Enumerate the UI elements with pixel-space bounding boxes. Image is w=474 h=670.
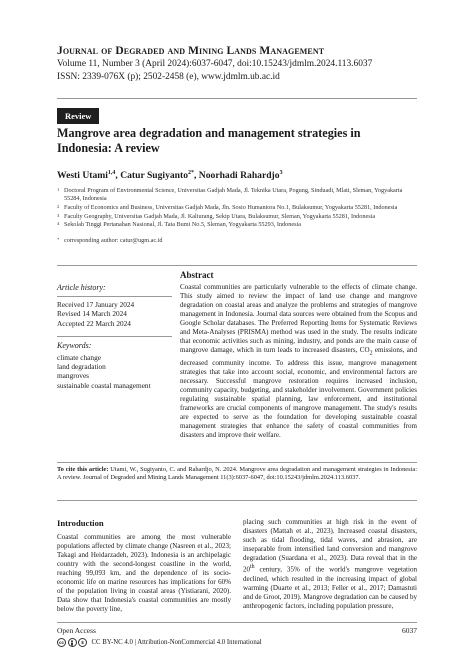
abstract-text: Coastal communities are particularly vulnerable to the effects of climate change. This study aimed to review the impact of land use change and mangrove degradation on coastal areas and analyze the problems and strategies of mangrove management in Indonesia. Journal data sources were obtained from the Scopus and Google Scholar databases. The Preferred Reporting Items for Systematic Reviews and Meta-Analyses (PRISMA) method was used in the study. The results indicate that economic activities such as mining, industry, and ponds are the main cause of mangrove damage, which in turn leads to increased disasters, $CO_2$ emissions, and decreased community income. To address this issue, mangrove management strategies that take into account social, economic, and environmental factors are necessary. Successful mangrove restoration requires increased inclusion, community capacity, budgeting, and stakeholder involvement. Government policies regulating sustainable spatial planning, law enforcement, and institutional frameworks are crucial components of mangrove management. The study's results are expected to serve as the foundation for developing sustainable coastal management strategies that enhance the safety of coastal communities from disasters and improve their welfare. <box>180 283 417 440</box>
article-info <box>57 282 172 390</box>
cc-icon: cc <box>58 640 64 645</box>
affiliation-item: 3 Faculty Geography, Universitas Gadjah Mada, Jl. Kaliurang, Sekip Utara, Bulaksumur, Sleman, Yogyakarta 55281, Indonesia <box>57 212 376 220</box>
citation-divider-top <box>57 462 417 463</box>
author-name: Noorhadi Rahardjo <box>198 170 280 182</box>
author-name: Westi Utami <box>57 170 108 182</box>
footer-divider <box>57 622 417 623</box>
citation <box>57 466 417 482</box>
keyword-item: sustainable coastal management <box>57 380 151 390</box>
article-type-badge: Review <box>57 108 99 124</box>
affiliation-item: 2 Faculty of Economics and Business, Universitas Gadjah Mada, Jln. Sosio Humaniora No.1, Bulaksumur, Yogyakarta 55281, Indonesia <box>57 203 398 211</box>
accepted-date: Accepted 22 March 2024 <box>57 318 131 328</box>
open-access-label: Open Access <box>57 626 96 635</box>
author-affiliation-mark: 1,4 <box>107 170 116 176</box>
article-history-label: Article history: <box>57 282 172 297</box>
citation-text: Utami, W., Sugiyanto, C. and Rahardjo, N. 2024. Mangrove area degradation and management strategies in Indonesia: A review. Journal of Degraded and Mining Lands Management 11(3):6037-6047, doi:10.15243/jdmlm.2024.113.6037. <box>57 466 417 482</box>
abstract-divider <box>57 265 417 266</box>
affiliations <box>57 187 419 245</box>
author-list: Westi Utami$^{1,4}$, Catur Sugiyanto$^{2*}$, Noorhadi Rahardjo$^3$ <box>57 170 283 182</box>
page-footer <box>57 626 417 647</box>
keyword-item: climate change <box>57 352 101 362</box>
journal-volume: Volume 11, Number 3 (April 2024):6037-6047, doi:10.15243/jdmlm.2024.113.6037 <box>57 59 373 69</box>
citation-divider-bottom <box>57 500 417 501</box>
introduction-text-left: Coastal communities are among the most vulnerable populations affected by climate change (Nasreen et al., 2023; Takagi and Heidarzadeh, 2023). Indonesia is an archipelagic country with the second-longest coastline in the world, reaching 99,093 km, and the dependence of its socio-economic life on marine resources has implications for 60% of the population living in coastal areas (Yistiarani, 2020). Data show that Indonesia's coastal communities are mostly below the poverty line, <box>57 533 231 614</box>
license-text[interactable]: CC BY-NC 4.0 | Attribution-NonCommercial 4.0 International <box>91 639 262 646</box>
corresponding-author: * corresponding author: catur@ugm.ac.id <box>57 236 163 244</box>
received-date: Received 17 January 2024 <box>57 300 135 309</box>
keywords-block <box>57 336 172 390</box>
affiliation-item: 4 Sekolah Tinggi Pertanahan Nasional, Jl. Tata Bumi No.5, Sleman, Yogyakarta 55293, Indonesia <box>57 221 301 229</box>
author-affiliation-mark: 2* <box>188 170 194 176</box>
introduction-heading: Introduction <box>57 518 104 528</box>
page-number: 6037 <box>402 626 417 635</box>
revised-date: Revised 14 March 2024 <box>57 309 127 319</box>
journal-issn: ISSN: 2339-076X (p); 2502-2458 (e), www.jdmlm.ub.ac.id <box>57 71 280 82</box>
keyword-item: mangroves <box>57 371 90 381</box>
abstract-heading: Abstract <box>180 270 214 280</box>
article-title: Mangrove area degradation and management strategies in Indonesia: A review <box>57 126 361 155</box>
cc-by-icon <box>68 638 77 647</box>
keyword-item: land degradation <box>57 362 106 372</box>
author-affiliation-mark: 3 <box>279 170 283 176</box>
license-line <box>57 638 417 647</box>
journal-header <box>57 44 437 83</box>
header-divider <box>57 98 417 99</box>
cc-nc-icon: $ <box>78 638 87 647</box>
affiliation-item: 1 Doctoral Program of Environmental Science, Universitas Gadjah Mada, Jl. Teknika Utara, Pogung, Sinduadi, Mlati, Sleman, Yogyakarta 55284, Indonesia <box>57 187 403 203</box>
introduction-text-right: placing such communities at high risk in the event of disasters (Mattah et al., 2023). Increased coastal disasters, such as tidal flooding, tidal waves, and abrasion, are inseparable from intensified land conversion and mangrove degradation (Suardana et al., 2023). Data reveal that in the 20th century, 35% of the world's mangrove vegetation declined, which resulted in the increasing impact of global warming (Duarte et al., 2013; Feller et al., 2017; Damastuti and de Groot, 2019). Mangrove degradation can be caused by anthropogenic factors, including population pressure, <box>243 518 417 610</box>
citation-label: To cite this article: <box>57 466 109 473</box>
journal-title: Journal of Degraded and Mining Lands Management <box>57 45 325 57</box>
author-name: Catur Sugiyanto <box>120 170 188 182</box>
keywords-label: Keywords: <box>57 340 92 350</box>
